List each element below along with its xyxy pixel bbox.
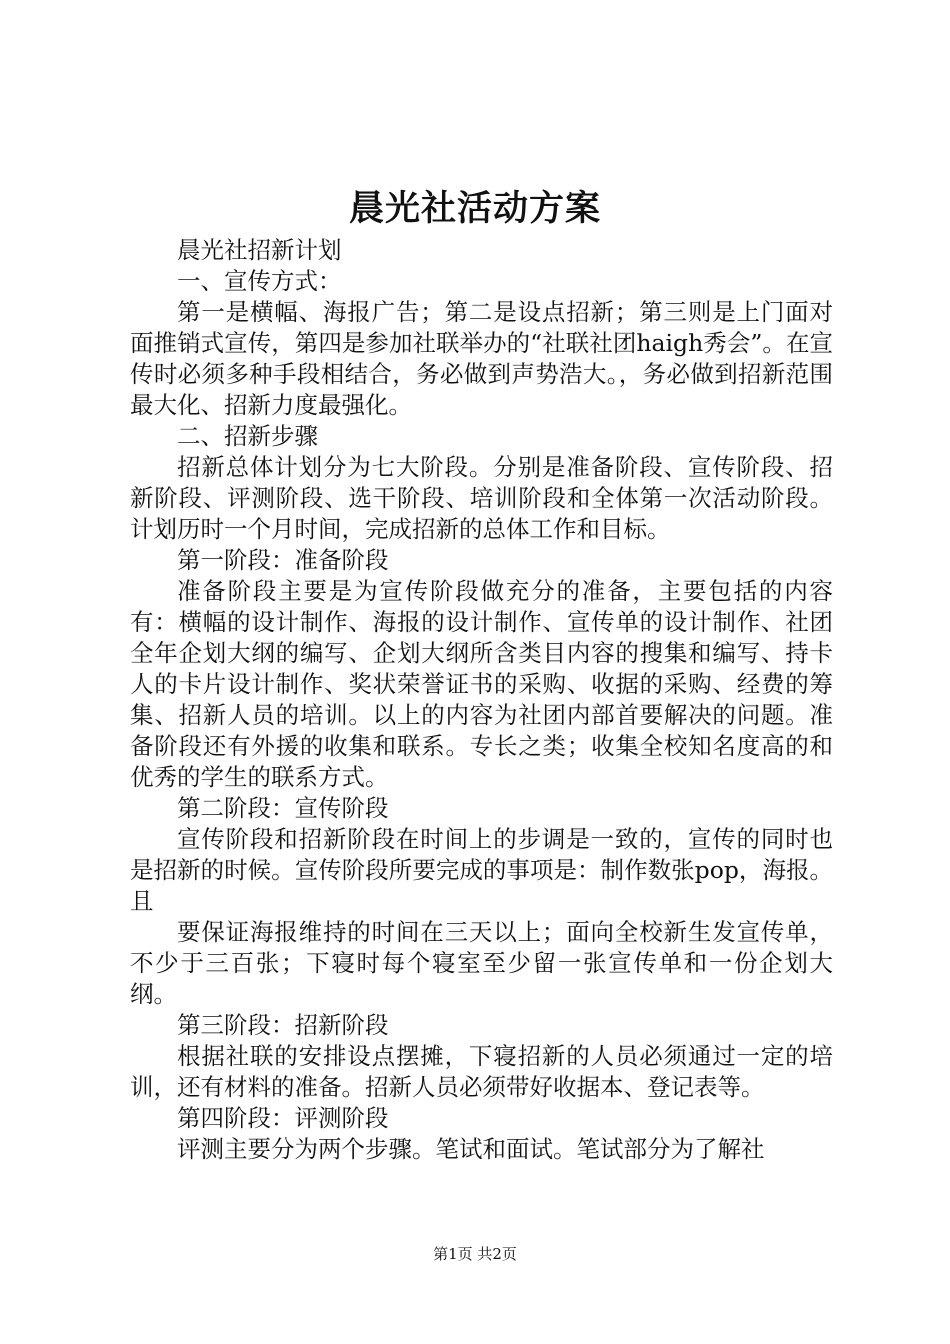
document-title: 晨光社活动方案 — [348, 188, 601, 229]
stage-heading: 第二阶段：宣传阶段 — [177, 794, 389, 822]
paragraph: 评测主要分为两个步骤。笔试和面试。笔试部分为了解社 — [177, 1135, 765, 1163]
paragraph: 根据社联的安排设点摆摊，下寝招新的人员必须通过一定的培训，还有材料的准备。招新人员必须带好收据本、登记表等。 — [130, 1042, 833, 1101]
paragraph: 准备阶段主要是为宣传阶段做充分的准备，主要包括的内容有：横幅的设计制作、海报的设计制作、宣传单的设计制作、社团全年企划大纲的编写、企划大纲所含类目内容的搜集和编写、持卡人的卡片设计制作、奖状荣誉证书的采购、收据的采购、经费的筹集、招新人员的培训。以上的内容为社团内部首要解决的问题。准备阶段还有外援的收集和联系。专长之类；收集全校知名度高的和优秀的学生的联系方式。 — [130, 577, 833, 791]
paragraph: 宣传阶段和招新阶段在时间上的步调是一致的，宣传的同时也是招新的时候。宣传阶段所要完成的事项是：制作数张pop，海报。且 — [130, 825, 833, 915]
page-number-footer: 第1页 共2页 — [433, 1245, 517, 1263]
section-heading: 一、宣传方式： — [177, 267, 342, 295]
document-body — [130, 235, 833, 1165]
paragraph: 第一是横幅、海报广告；第二是设点招新；第三则是上门面对面推销式宣传，第四是参加社联举办的“社联社团haigh秀会”。在宣传时必须多种手段相结合，务必做到声势浩大。，务必做到招新范围最大化、招新力度最强化。 — [130, 298, 833, 419]
paragraph: 晨光社招新计划 — [177, 236, 342, 264]
paragraph: 要保证海报维持的时间在三天以上；面向全校新生发宣传单，不少于三百张；下寝时每个寝室至少留一张宣传单和一份企划大纲。 — [130, 918, 833, 1008]
stage-heading: 第四阶段：评测阶段 — [177, 1104, 389, 1132]
stage-heading: 第三阶段：招新阶段 — [177, 1011, 389, 1039]
stage-heading: 第一阶段：准备阶段 — [177, 546, 389, 574]
section-heading: 二、招新步骤 — [177, 422, 318, 450]
paragraph: 招新总体计划分为七大阶段。分别是准备阶段、宣传阶段、招新阶段、评测阶段、选干阶段、培训阶段和全体第一次活动阶段。计划历时一个月时间，完成招新的总体工作和目标。 — [130, 453, 833, 543]
